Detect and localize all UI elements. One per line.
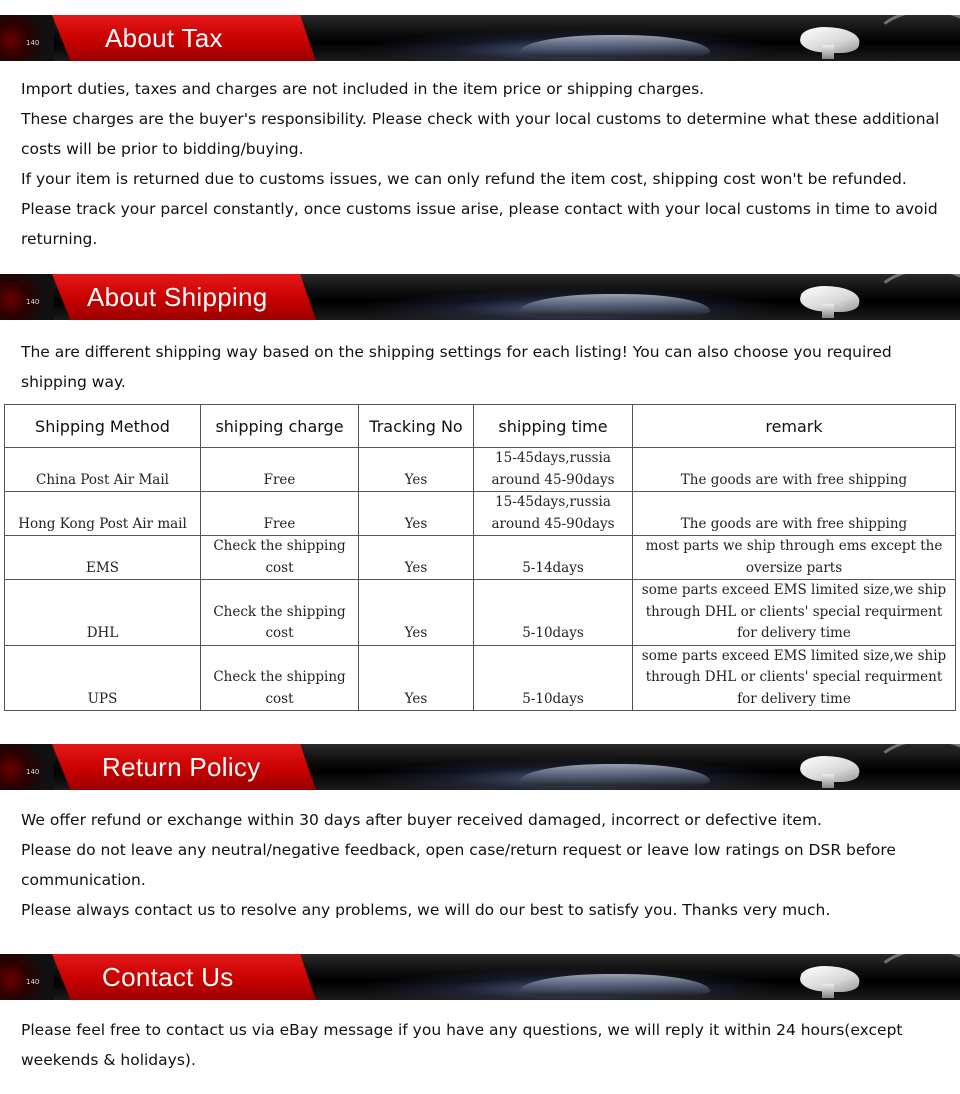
table-cell: 5-14days (474, 536, 633, 580)
shipping-intro (21, 337, 941, 397)
table-cell: EMS (5, 536, 201, 580)
speedometer-icon (0, 15, 54, 61)
banner-return-policy (0, 744, 960, 790)
speedometer-icon (0, 274, 54, 320)
table-cell: China Post Air Mail (5, 448, 201, 492)
banner-contact-us (0, 954, 960, 1000)
table-header-row (5, 405, 956, 448)
table-header: remark (633, 405, 956, 448)
returns-text (21, 805, 941, 925)
table-cell: Yes (359, 645, 474, 711)
contact-text (21, 1015, 941, 1075)
table-cell: UPS (5, 645, 201, 711)
table-cell: most parts we ship through ems except the oversize parts (633, 536, 956, 580)
table-cell: Check the shipping cost (201, 580, 359, 646)
section-title-contact: Contact Us (102, 962, 234, 992)
table-header: Tracking No (359, 405, 474, 448)
gauge-label: 140 (26, 768, 40, 776)
gauge-label: 140 (26, 298, 40, 306)
tax-text (21, 74, 941, 254)
table-cell: some parts exceed EMS limited size,we ship through DHL or clients' special requirment for delivery time (633, 580, 956, 646)
shipping-table (4, 404, 956, 711)
table-cell: The goods are with free shipping (633, 492, 956, 536)
table-cell: Yes (359, 536, 474, 580)
banner-about-shipping (0, 274, 960, 320)
returns-paragraph: We offer refund or exchange within 30 days after buyer received damaged, incorrect or defective item. (21, 811, 822, 829)
table-row (5, 580, 956, 646)
table-cell: Check the shipping cost (201, 645, 359, 711)
tax-paragraph: Please track your parcel constantly, once customs issue arise, please contact with your local customs in time to avoid returning. (21, 200, 938, 248)
speedometer-icon (0, 954, 54, 1000)
table-row (5, 492, 956, 536)
table-cell: Check the shipping cost (201, 536, 359, 580)
table-cell: 15-45days,russia around 45-90days (474, 492, 633, 536)
returns-paragraph: Please always contact us to resolve any problems, we will do our best to satisfy you. Thanks very much. (21, 901, 831, 919)
table-cell: Free (201, 492, 359, 536)
contact-paragraph: Please feel free to contact us via eBay message if you have any questions, we will reply it within 24 hours(except weekends & holidays). (21, 1021, 903, 1069)
table-cell: Yes (359, 492, 474, 536)
section-title-shipping: About Shipping (87, 282, 268, 312)
section-title-tax: About Tax (105, 23, 223, 53)
table-cell: DHL (5, 580, 201, 646)
section-title-returns: Return Policy (102, 752, 261, 782)
banner-about-tax (0, 15, 960, 61)
table-cell: 5-10days (474, 645, 633, 711)
table-cell: The goods are with free shipping (633, 448, 956, 492)
table-cell: Free (201, 448, 359, 492)
gauge-label: 140 (26, 978, 40, 986)
table-row (5, 536, 956, 580)
tax-paragraph: These charges are the buyer's responsibility. Please check with your local customs to determine what these additional costs will be prior to bidding/buying. (21, 110, 940, 158)
table-header: shipping charge (201, 405, 359, 448)
table-header: shipping time (474, 405, 633, 448)
shipping-intro-text: The are different shipping way based on the shipping settings for each listing! You can also choose you required shipping way. (21, 343, 892, 391)
returns-paragraph: Please do not leave any neutral/negative feedback, open case/return request or leave low ratings on DSR before communication. (21, 841, 896, 889)
table-row (5, 645, 956, 711)
tax-paragraph: If your item is returned due to customs issues, we can only refund the item cost, shipping cost won't be refunded. (21, 170, 907, 188)
table-row (5, 448, 956, 492)
speedometer-icon (0, 744, 54, 790)
tax-paragraph: Import duties, taxes and charges are not included in the item price or shipping charges. (21, 80, 705, 98)
table-cell: 15-45days,russia around 45-90days (474, 448, 633, 492)
table-cell: 5-10days (474, 580, 633, 646)
table-cell: Hong Kong Post Air mail (5, 492, 201, 536)
gauge-label: 140 (26, 39, 40, 47)
table-header: Shipping Method (5, 405, 201, 448)
table-cell: Yes (359, 580, 474, 646)
table-cell: some parts exceed EMS limited size,we ship through DHL or clients' special requirment for delivery time (633, 645, 956, 711)
table-cell: Yes (359, 448, 474, 492)
